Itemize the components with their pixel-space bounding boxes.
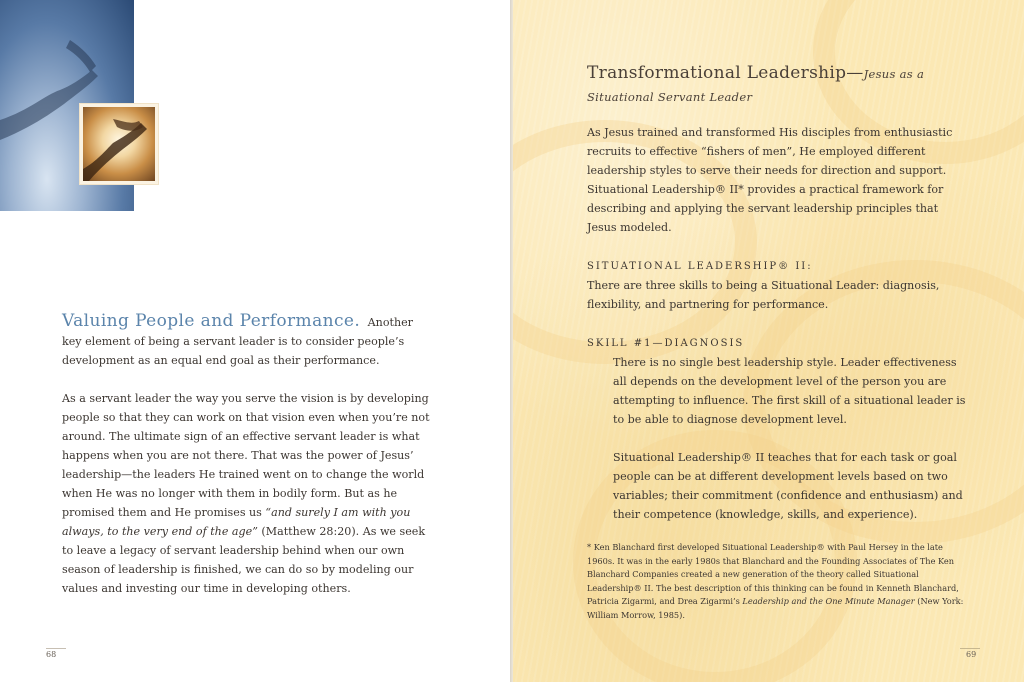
paragraph-text: (Matthew 28:20). As we seek to leave a legacy of servant leadership behind when our own season of leadership is finished, we can do so by modeling our values and investing our time in developing others. [62,525,426,595]
footnote-text: * Ken Blanchard first developed Situational Leadership® with Paul Hersey in the late 1960s. It was in the early 1980s that Blanchard and the Founding Associates of The Ken Blanchard Companies created a new generation of the theory called Situational Leadership® II. The best description of this thinking can be found in Kenneth Blanchard, Patricia Zigarmi, and Drea Zigarmi’s [587,542,959,606]
section-situational-leadership [587,256,967,314]
page-title [587,62,977,108]
skill-paragraph-1: There is no single best leadership style. Leader effectiveness all depends on the development level of the person you are attempting to influence. The first skill of a situational leader is to be able to diagnose development level. [613,356,966,426]
handshake-inset-photo [80,104,158,184]
page-number-rule [46,648,66,649]
section-text: There are three skills to being a Situational Leader: diagnosis, flexibility, and partnering for performance. [587,279,940,311]
right-page [513,0,1024,682]
right-body-text [587,123,967,524]
paragraph-text: As a servant leader the way you serve the vision is by developing people so that they can work on that vision even when you’re not around. The ultimate sign of an effective servant leader is what happens when you are not there. That was the power of Jesus’ leadership—the leaders He trained went on to change the world when He was no longer with them in bodily form. But as he promised them and He promises us [62,392,430,519]
left-body-text [62,312,432,617]
scripture-quote: “and surely I am with you always, to the very end of the age” [62,506,411,538]
section-heading-skill-1: SKILL #1—DIAGNOSIS [587,338,745,349]
page-number-right: 69 [966,650,977,659]
skill-paragraph-2: Situational Leadership® II teaches that for each task or goal people can be at different development levels based on two variables; their commitment (confidence and enthusiasm) and their competence (knowledge, skills, and experience). [613,451,963,521]
paragraph-valuing-people [62,312,432,370]
title-main: Transformational Leadership— [587,63,864,83]
footnote-book-title: Leadership and the One Minute Manager [742,596,915,606]
title-subtitle: Jesus as a Situational Servant Leader [587,67,925,104]
page-number-left: 68 [46,650,57,659]
footnote [587,541,967,622]
paragraph-text: Another key element of being a servant leader is to consider people’s development as an equal end goal as their performance. [62,316,413,367]
paragraph-servant-leader [62,389,432,598]
skill-diagnosis-heading [587,333,967,353]
section-heading-situational-leadership: SITUATIONAL LEADERSHIP® II: [587,261,813,272]
left-page [0,0,510,682]
handshake-silhouette-icon [83,107,155,181]
footnote-text: (New York: William Morrow, 1985). [587,596,964,620]
page-number-rule [960,648,980,649]
section-heading-valuing-people: Valuing People and Performance. [62,311,361,331]
intro-paragraph: As Jesus trained and transformed His disciples from enthusiastic recruits to effective “fishers of men”, He employed different leadership styles to serve their needs for direction and support. Situational Leadership® II* provides a practical framework for describing and applying the servant leadership principles that Jesus modeled. [587,126,953,234]
